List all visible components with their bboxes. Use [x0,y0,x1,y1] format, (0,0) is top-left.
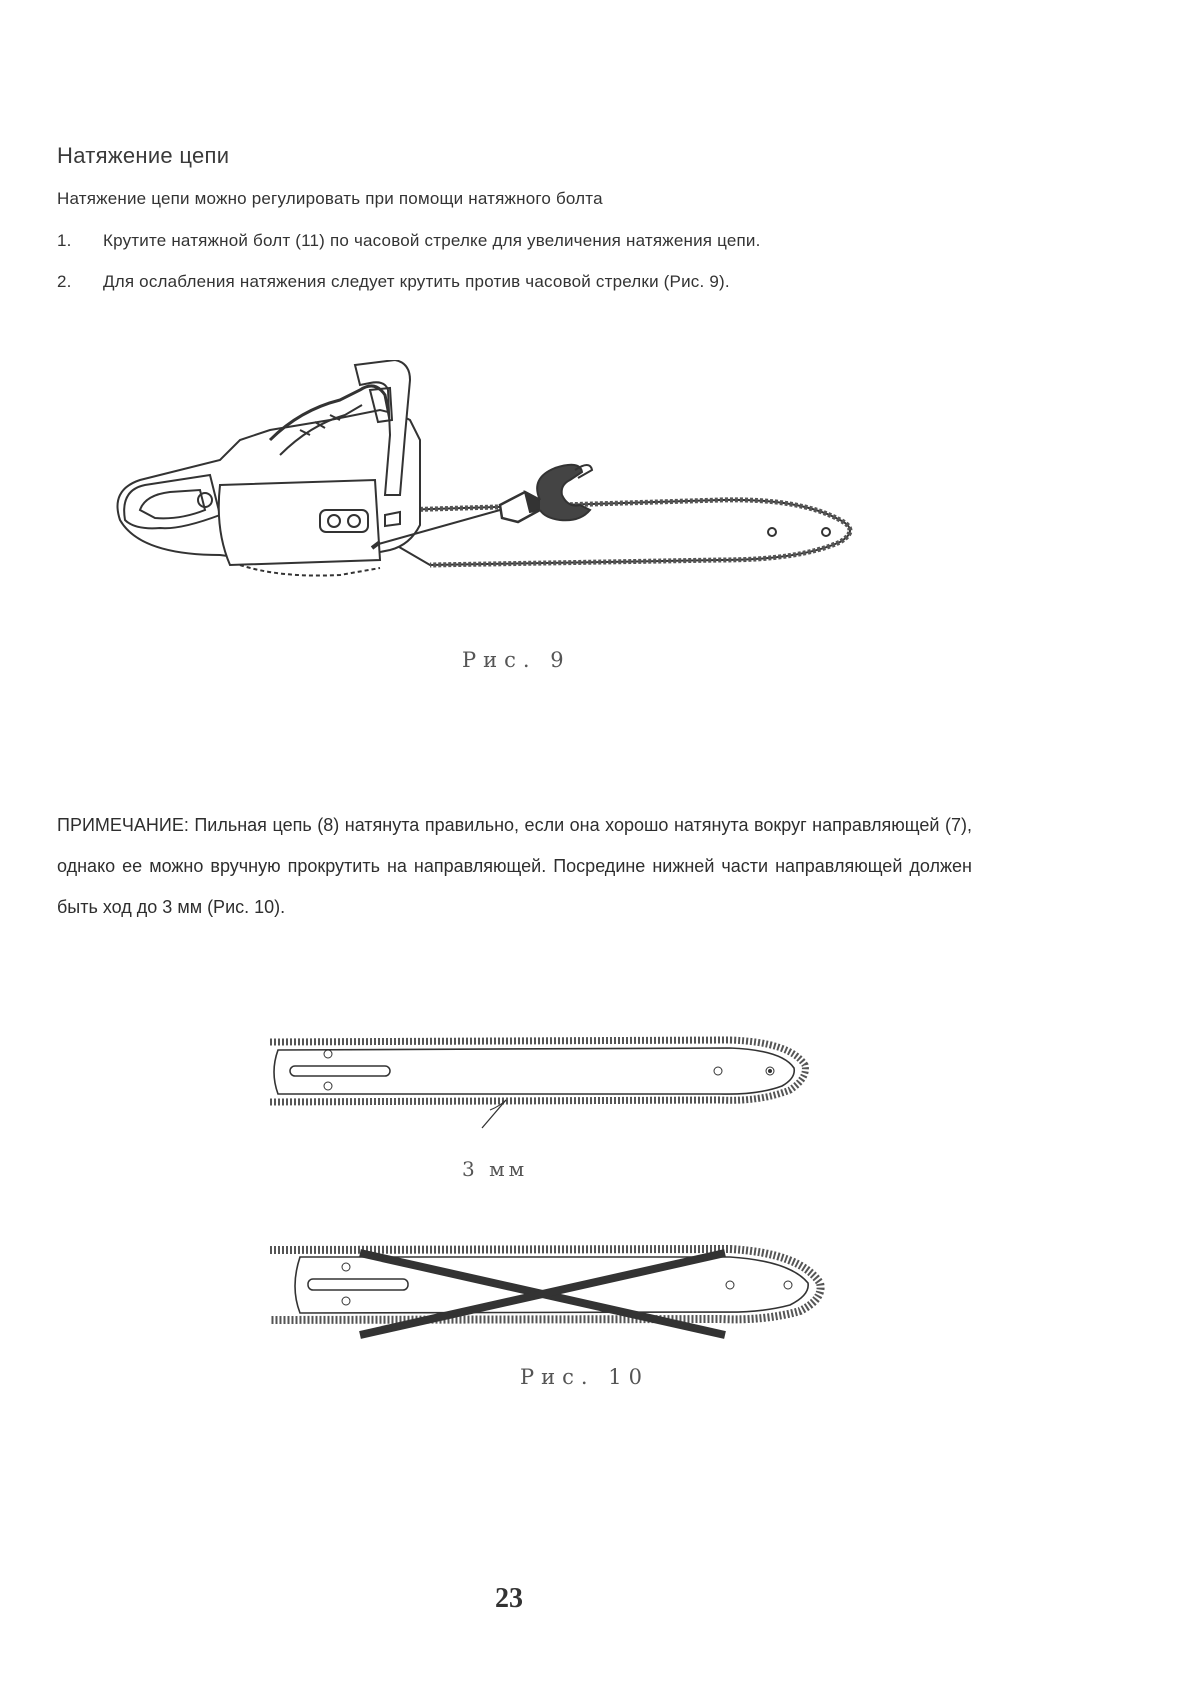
section-intro: Натяжение цепи можно регулировать при помощи натяжного болта [57,189,603,208]
note-paragraph [57,805,972,928]
guide-bar-incorrect-illustration [260,1235,840,1355]
step-number: 1. [57,231,72,250]
step-number: 2. [57,272,72,291]
measurement-label: 3 мм [462,1157,529,1181]
step-item-2 [57,272,730,292]
step-text: Крутите натяжной болт (11) по часовой стрелке для увеличения натяжения цепи. [103,231,761,250]
chainsaw-illustration [100,360,880,630]
note-text: Пильная цепь (8) натянута правильно, если она хорошо натянута вокруг направляющей (7), однако ее можно вручную прокрутить на направляющей. Посредине нижней части направляющей должен быть ход до 3 мм (Рис. 10). [57,815,972,917]
figure-9-caption: Рис. 9 [462,648,571,672]
step-text: Для ослабления натяжения следует крутить против часовой стрелки (Рис. 9). [103,272,730,291]
figure-10-caption: Рис. 10 [520,1365,649,1389]
step-item-1 [57,231,761,251]
section-title: Натяжение цепи [57,143,230,168]
page-number: 23 [495,1583,523,1614]
guide-bar-correct-illustration [260,1020,820,1130]
note-label: ПРИМЕЧАНИЕ: [57,815,189,835]
